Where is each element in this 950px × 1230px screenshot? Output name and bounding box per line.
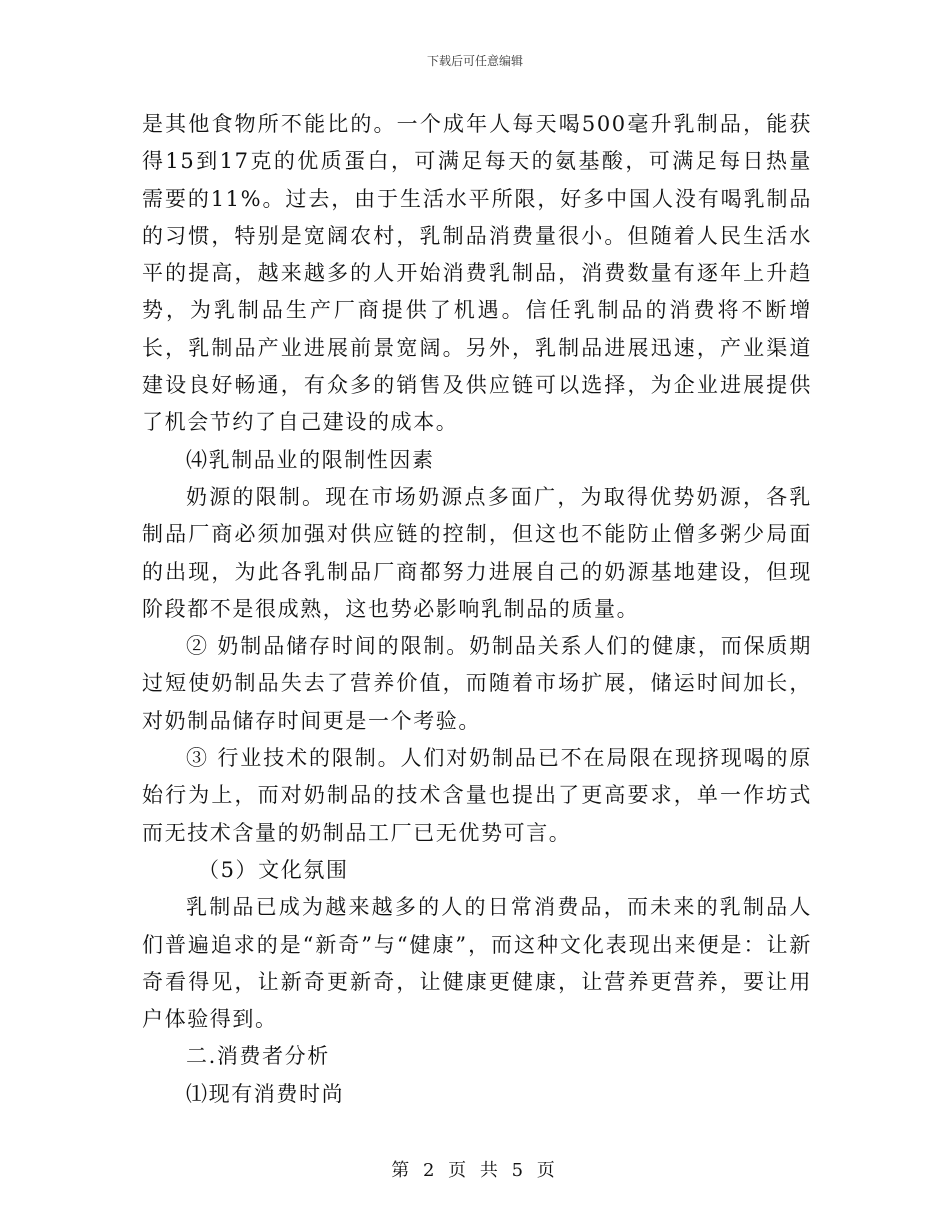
document-body: [142, 106, 812, 1113]
page-number-footer: 第 2 页 共 5 页: [391, 1160, 559, 1181]
paragraph-storage-time: ② 奶制品储存时间的限制。奶制品关系人们的健康，而保质期过短使奶制品失去了营养价值，而随着市场扩展，储运时间加长，对奶制品储存时间更是一个考验。: [142, 634, 812, 733]
section-heading-culture: （5）文化氛围: [198, 857, 349, 882]
paragraph-milk-source: 奶源的限制。现在市场奶源点多面广，为取得优势奶源，各乳制品厂商必须加强对供应链的控制，但这也不能防止僧多粥少局面的出现，为此各乳制品厂商都努力进展自己的奶源基地建设，但现阶段都不是很成熟，这也势必影响乳制品的质量。: [142, 484, 812, 621]
section-heading-limiting-factors: ⑷乳制品业的限制性因素: [186, 447, 435, 472]
paragraph-industry-technology: ③ 行业技术的限制。人们对奶制品已不在局限在现挤现喝的原始行为上，而对奶制品的技术含量也提出了更高要求，单一作坊式而无技术含量的奶制品工厂已无优势可言。: [142, 746, 812, 845]
page-header: 下载后可任意编辑: [426, 54, 523, 68]
section-heading-current-trends: ⑴现有消费时尚: [186, 1081, 345, 1106]
paragraph-nutrition-market: 是其他食物所不能比的。一个成年人每天喝500毫升乳制品，能获得15到17克的优质蛋白，可满足每天的氨基酸，可满足每日热量需要的11%。过去，由于生活水平所限，好多中国人没有喝乳制品的习惯，特别是宽阔农村，乳制品消费量很小。但随着人民生活水平的提高，越来越多的人开始消费乳制品，消费数量有逐年上升趋势，为乳制品生产厂商提供了机遇。信任乳制品的消费将不断增长，乳制品产业进展前景宽阔。另外，乳制品进展迅速，产业渠道建设良好畅通，有众多的销售及供应链可以选择，为企业进展提供了机会节约了自己建设的成本。: [142, 112, 812, 435]
paragraph-culture: 乳制品已成为越来越多的人的日常消费品，而未来的乳制品人们普遍追求的是“新奇”与“健康”，而这种文化表现出来便是：让新奇看得见，让新奇更新奇，让健康更健康，让营养更营养，要让用户体验得到。: [142, 895, 812, 1032]
section-heading-consumer-analysis: 二.消费者分析: [186, 1044, 330, 1069]
